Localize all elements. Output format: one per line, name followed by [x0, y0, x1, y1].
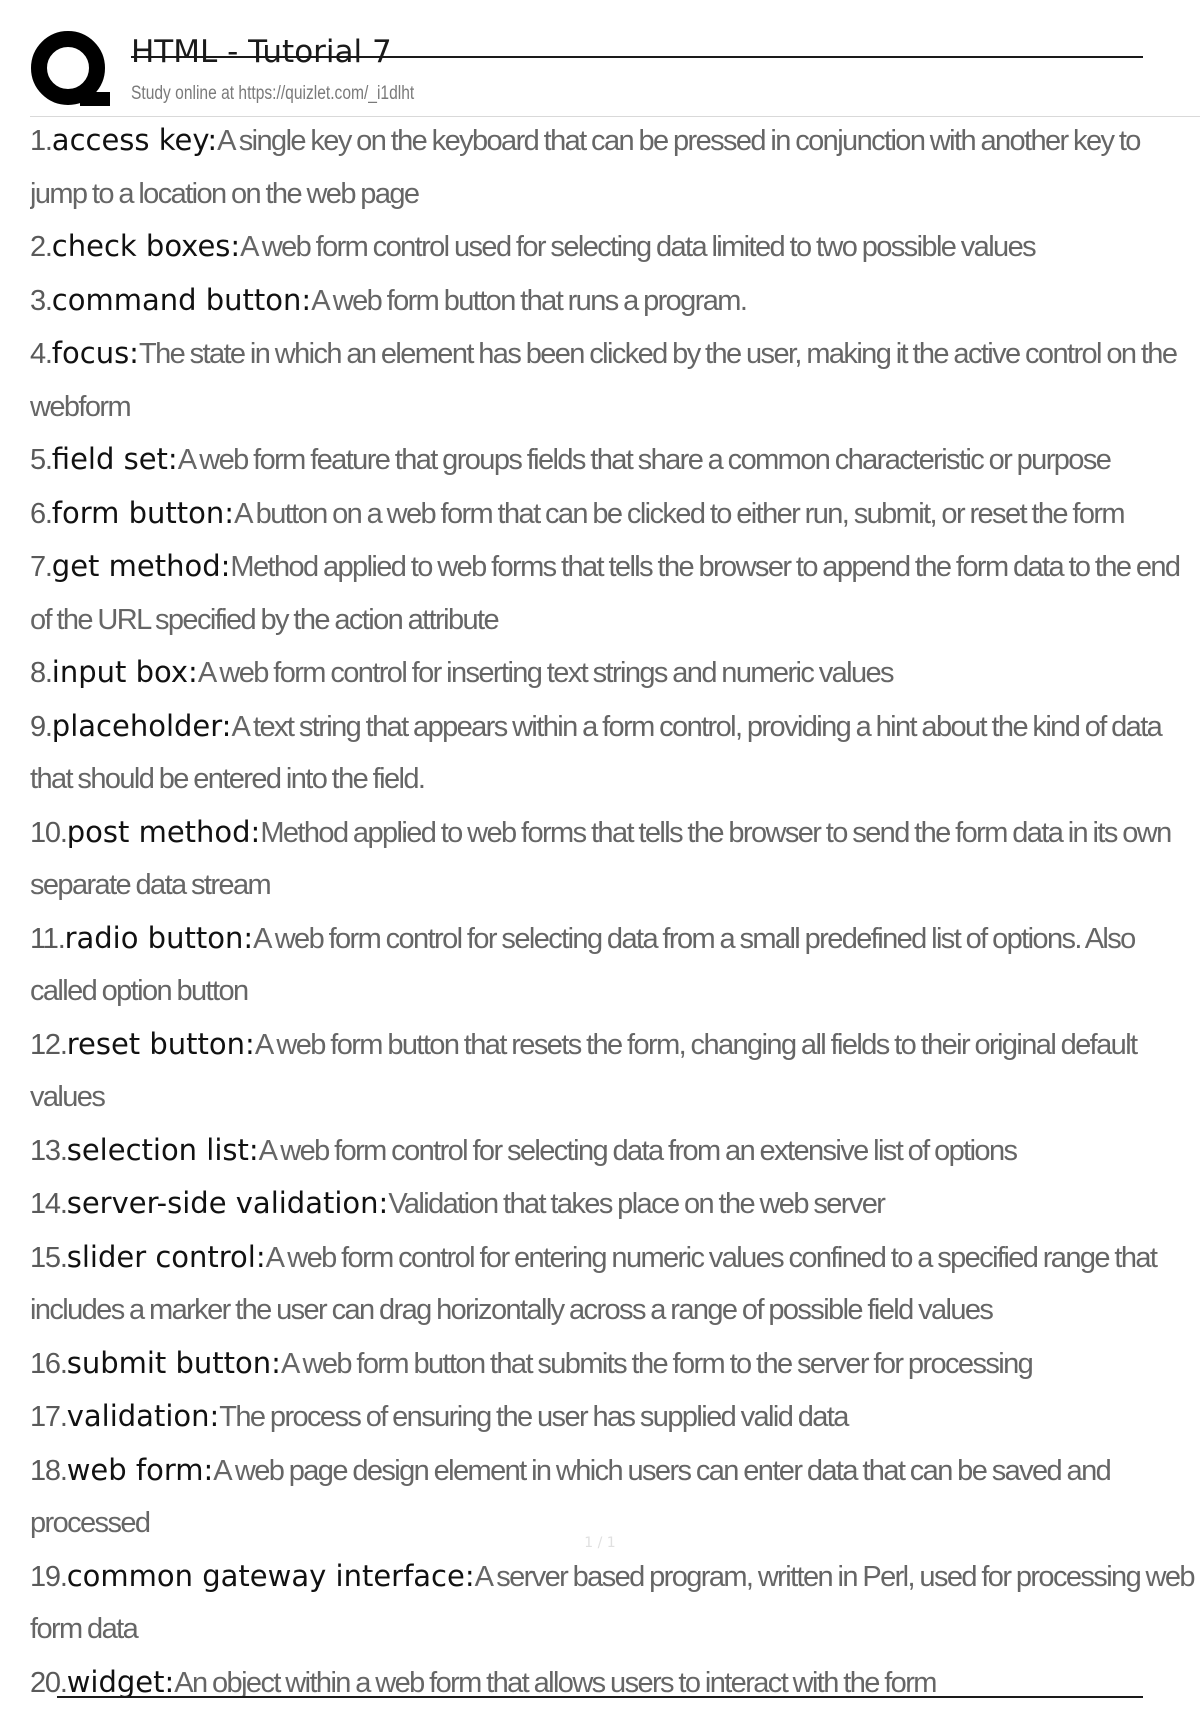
- term-name: submit button:: [67, 1346, 281, 1380]
- term-name: check boxes:: [52, 229, 240, 263]
- term-number: 7.: [30, 551, 52, 583]
- term-list: [30, 119, 1200, 1714]
- term-definition: The state in which an element has been clicked by the user, making it the active control on the webform: [30, 338, 1176, 423]
- term-item: [30, 1395, 1200, 1449]
- term-name: input box:: [52, 655, 198, 689]
- term-name: selection list:: [67, 1133, 259, 1167]
- term-number: 9.: [30, 711, 52, 743]
- term-definition: A text string that appears within a form control, providing a hint about the kind of data that should be entered into the field.: [30, 711, 1161, 796]
- term-item: [30, 1342, 1200, 1396]
- page-number: 1 / 1: [0, 1535, 1200, 1551]
- term-name: server-side validation:: [67, 1186, 389, 1220]
- term-definition: A single key on the keyboard that can be pressed in conjunction with another key to jump to a location on the web page: [30, 125, 1140, 210]
- term-number: 11.: [30, 923, 65, 955]
- term-item: [30, 279, 1200, 333]
- term-number: 18.: [30, 1455, 67, 1487]
- term-item: [30, 651, 1200, 705]
- term-name: radio button:: [65, 921, 254, 955]
- term-definition: A web form button that submits the form to the server for processing: [281, 1348, 1032, 1380]
- term-name: placeholder:: [52, 709, 232, 743]
- term-name: form button:: [52, 496, 234, 530]
- term-number: 8.: [30, 657, 52, 689]
- term-definition: Method applied to web forms that tells the browser to append the form data to the end of the URL specified by the action attribute: [30, 551, 1179, 636]
- term-name: focus:: [52, 336, 139, 370]
- term-definition: A web form control for selecting data from an extensive list of options: [259, 1135, 1017, 1167]
- term-definition: A web form control for inserting text strings and numeric values: [198, 657, 893, 689]
- term-number: 6.: [30, 498, 52, 530]
- term-number: 16.: [30, 1348, 67, 1380]
- quizlet-logo-icon: [30, 30, 112, 112]
- term-name: common gateway interface:: [67, 1559, 475, 1593]
- term-definition: A web form feature that groups fields that share a common characteristic or purpose: [178, 444, 1111, 476]
- term-definition: A web form control used for selecting data limited to two possible values: [240, 231, 1035, 263]
- term-name: slider control:: [67, 1240, 266, 1274]
- term-number: 2.: [30, 231, 52, 263]
- term-name: widget:: [67, 1665, 175, 1699]
- term-name: field set:: [52, 442, 178, 476]
- term-item: [30, 1236, 1200, 1342]
- term-item: [30, 1555, 1200, 1661]
- term-number: 5.: [30, 444, 52, 476]
- term-name: post method:: [67, 815, 261, 849]
- term-number: 1.: [30, 125, 52, 157]
- term-number: 3.: [30, 285, 52, 317]
- term-item: [30, 917, 1200, 1023]
- term-definition: A server based program, written in Perl, used for processing web form data: [30, 1561, 1194, 1646]
- term-item: [30, 119, 1200, 225]
- term-item: [30, 225, 1200, 279]
- term-number: 14.: [30, 1188, 67, 1220]
- term-item: [30, 1023, 1200, 1129]
- term-definition: Validation that takes place on the web server: [388, 1188, 884, 1220]
- term-definition: An object within a web form that allows users to interact with the form: [174, 1667, 936, 1699]
- term-item: [30, 1661, 1200, 1714]
- term-definition: A web form button that runs a program.: [311, 285, 746, 317]
- footer-rule: [57, 1696, 1143, 1698]
- term-name: web form:: [67, 1453, 214, 1487]
- term-name: command button:: [52, 283, 311, 317]
- term-item: [30, 332, 1200, 438]
- study-online-link[interactable]: Study online at https://quizlet.com/_i1dlht: [131, 80, 414, 108]
- term-item: [30, 1129, 1200, 1183]
- term-name: access key:: [52, 123, 217, 157]
- term-number: 15.: [30, 1242, 67, 1274]
- term-definition: A web form button that resets the form, changing all fields to their original default values: [30, 1029, 1137, 1114]
- term-number: 17.: [30, 1401, 67, 1433]
- term-definition: A web page design element in which users can enter data that can be saved and processed: [30, 1455, 1110, 1540]
- document-title: HTML - Tutorial 7: [131, 30, 392, 74]
- term-definition: The process of ensuring the user has supplied valid data: [219, 1401, 847, 1433]
- term-number: 19.: [30, 1561, 67, 1593]
- term-number: 10.: [30, 817, 67, 849]
- term-item: [30, 811, 1200, 917]
- term-name: validation:: [67, 1399, 220, 1433]
- header-divider: [30, 116, 1200, 117]
- term-number: 12.: [30, 1029, 67, 1061]
- term-item: [30, 1182, 1200, 1236]
- term-item: [30, 438, 1200, 492]
- term-definition: A web form control for entering numeric values confined to a specified range that includes a marker the user can drag horizontally across a range of possible field values: [30, 1242, 1156, 1327]
- term-name: reset button:: [67, 1027, 255, 1061]
- term-number: 13.: [30, 1135, 67, 1167]
- term-definition: A web form control for selecting data from a small predefined list of options. Also called option button: [30, 923, 1135, 1008]
- term-definition: A button on a web form that can be clicked to either run, submit, or reset the form: [234, 498, 1124, 530]
- term-number: 20.: [30, 1667, 67, 1699]
- term-item: [30, 545, 1200, 651]
- term-number: 4.: [30, 338, 52, 370]
- term-item: [30, 492, 1200, 546]
- term-item: [30, 705, 1200, 811]
- title-rule: [131, 56, 1143, 58]
- term-definition: Method applied to web forms that tells the browser to send the form data in its own separate data stream: [30, 817, 1171, 902]
- term-name: get method:: [52, 549, 231, 583]
